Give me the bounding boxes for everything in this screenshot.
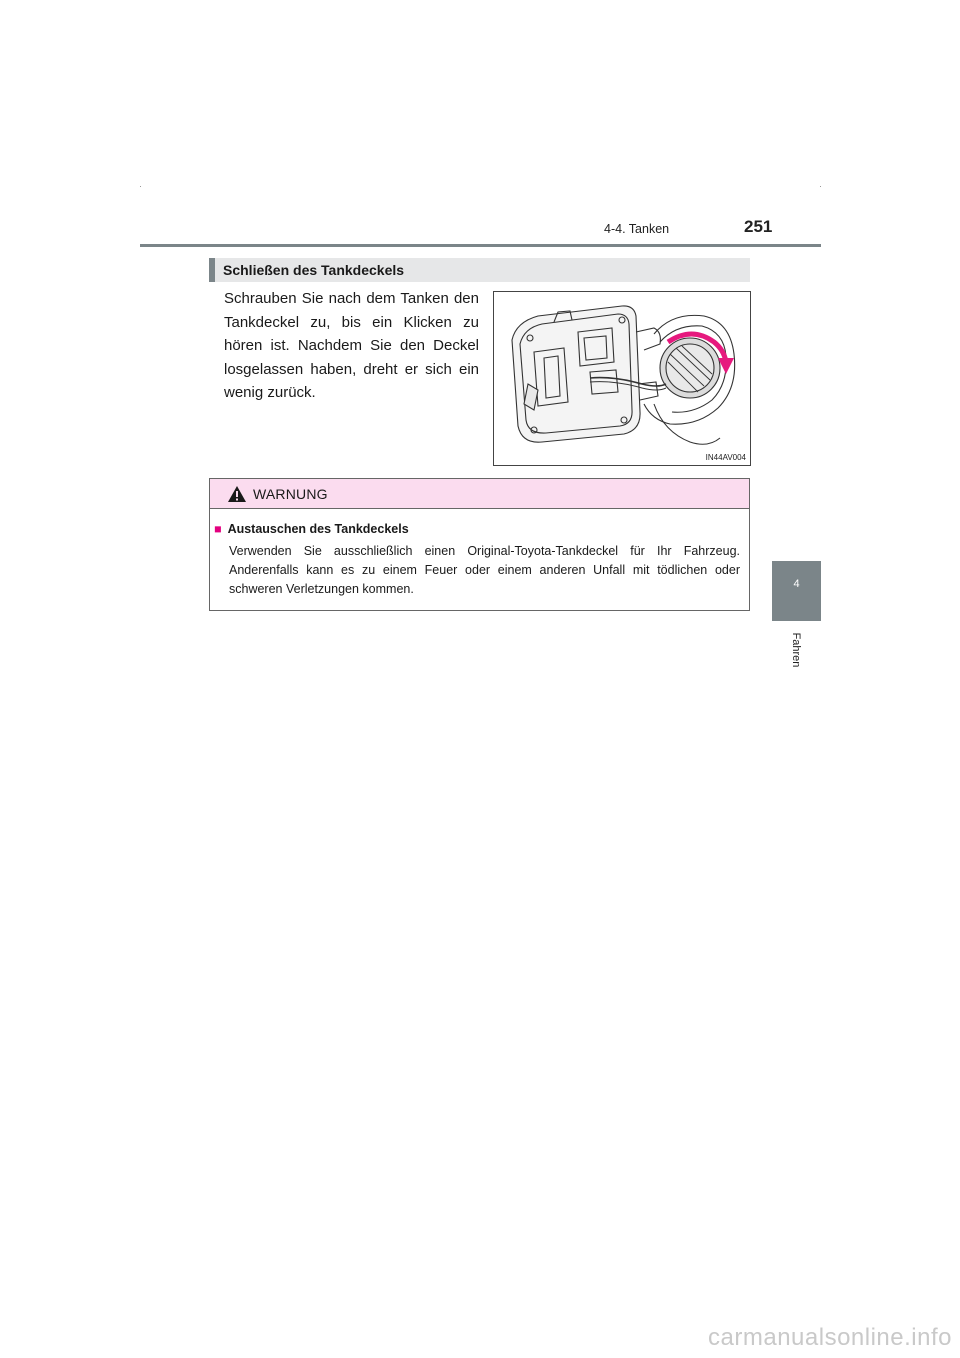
header-rule bbox=[140, 244, 821, 247]
section-body-text: Schrauben Sie nach dem Tanken den Tankdeckel zu, bis ein Klicken zu hören ist. Nachdem Sie den Deckel losgelassen haben, dreht er sich ein wenig zurück. bbox=[224, 290, 479, 401]
fuel-door-drawing bbox=[494, 292, 750, 465]
chapter-number: 4 bbox=[793, 578, 800, 590]
crop-mark-left bbox=[140, 186, 141, 187]
crop-mark-right bbox=[820, 186, 821, 187]
chapter-label bbox=[787, 630, 805, 672]
warning-title: WARNUNG bbox=[253, 486, 328, 502]
fuel-cap-illustration bbox=[493, 291, 751, 466]
chapter-label-text: Fahren bbox=[790, 632, 802, 668]
warning-box bbox=[209, 478, 750, 611]
page-number: 251 bbox=[744, 217, 773, 236]
warning-header bbox=[210, 479, 749, 509]
section-heading-accent bbox=[209, 258, 215, 282]
chapter-tab[interactable] bbox=[772, 561, 821, 621]
warning-item-text: Verwenden Sie ausschließlich einen Original-Toyota-Tankdeckel für Ihr Fahrzeug. Anderenfalls kann es zu einem Feuer oder einem anderen Unfall mit tödlichen oder schweren Verletzungen kommen. bbox=[229, 544, 740, 596]
section-title: Schließen des Tankdeckels bbox=[223, 262, 405, 278]
warning-item-title: Austauschen des Tankdeckels bbox=[227, 522, 409, 536]
warning-item-heading bbox=[214, 522, 409, 536]
section-heading-bar bbox=[209, 258, 750, 282]
header-section-title: 4-4. Tanken bbox=[604, 222, 670, 236]
figure-code: IN44AV004 bbox=[705, 453, 746, 462]
square-bullet-icon: ■ bbox=[214, 522, 222, 536]
watermark: carmanualsonline.info bbox=[708, 1324, 952, 1351]
warning-triangle-icon bbox=[227, 485, 247, 503]
